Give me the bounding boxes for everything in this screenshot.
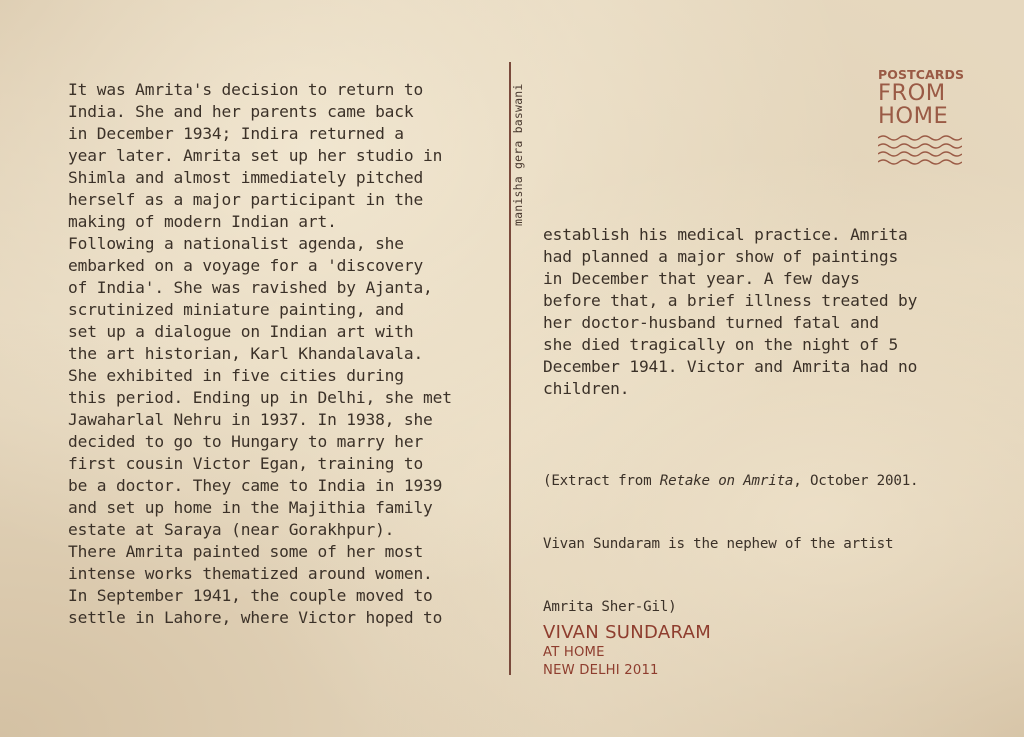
note-suffix: , October 2001. bbox=[793, 473, 919, 489]
left-text-line: embarked on a voyage for a 'discovery bbox=[68, 256, 424, 275]
left-text-line: decided to go to Hungary to marry her bbox=[68, 432, 424, 451]
signature-city-year: NEW DELHI 2011 bbox=[543, 663, 659, 678]
logo-line-home: HOME bbox=[878, 103, 949, 129]
left-text-line: this period. Ending up in Delhi, she met bbox=[68, 388, 452, 407]
left-text-line: and set up home in the Majithia family bbox=[68, 498, 433, 517]
left-text-line: Following a nationalist agenda, she bbox=[68, 234, 404, 253]
left-text-line: in December 1934; Indira returned a bbox=[68, 124, 404, 143]
left-text-line: year later. Amrita set up her studio in bbox=[68, 146, 443, 165]
left-text-line: herself as a major participant in the bbox=[68, 190, 424, 209]
left-text-line: Shimla and almost immediately pitched bbox=[68, 168, 424, 187]
right-text-line: establish his medical practice. Amrita bbox=[543, 225, 908, 244]
logo-line-from: FROM bbox=[878, 80, 946, 106]
right-column-text bbox=[543, 224, 917, 400]
artist-name: VIVAN SUNDARAM bbox=[543, 622, 712, 643]
right-text-line: children. bbox=[543, 379, 630, 398]
left-text-line: first cousin Victor Egan, training to bbox=[68, 454, 424, 473]
note-prefix: (Extract from bbox=[543, 473, 660, 489]
note-book-title: Retake on Amrita bbox=[659, 473, 794, 489]
postcards-from-home-logo bbox=[878, 67, 965, 168]
left-text-line: She exhibited in five cities during bbox=[68, 366, 404, 385]
left-text-line: the art historian, Karl Khandalavala. bbox=[68, 344, 424, 363]
postmark-waves-icon bbox=[878, 134, 962, 168]
note-line-2: Vivan Sundaram is the nephew of the artist bbox=[543, 536, 894, 552]
right-text-line: had planned a major show of paintings bbox=[543, 247, 899, 266]
left-text-line: It was Amrita's decision to return to bbox=[68, 80, 424, 99]
right-text-line: before that, a brief illness treated by bbox=[543, 291, 918, 310]
left-text-line: set up a dialogue on Indian art with bbox=[68, 322, 414, 341]
left-text-line: In September 1941, the couple moved to bbox=[68, 586, 433, 605]
left-text-line: settle in Lahore, where Victor hoped to bbox=[68, 608, 443, 627]
left-column-text bbox=[68, 79, 452, 629]
left-text-line: India. She and her parents came back bbox=[68, 102, 414, 121]
left-text-line: scrutinized miniature painting, and bbox=[68, 300, 404, 319]
left-text-line: of India'. She was ravished by Ajanta, bbox=[68, 278, 433, 297]
artist-credit: manisha gera baswani bbox=[511, 83, 525, 226]
left-text-line: There Amrita painted some of her most bbox=[68, 542, 424, 561]
right-text-line: her doctor-husband turned fatal and bbox=[543, 313, 879, 332]
left-text-line: be a doctor. They came to India in 1939 bbox=[68, 476, 443, 495]
right-text-line: in December that year. A few days bbox=[543, 269, 860, 288]
right-text-line: she died tragically on the night of 5 bbox=[543, 335, 899, 354]
signature-block bbox=[543, 622, 711, 680]
note-line-3: Amrita Sher-Gil) bbox=[543, 599, 677, 615]
left-text-line: intense works thematized around women. bbox=[68, 564, 433, 583]
left-text-line: Jawaharlal Nehru in 1937. In 1938, she bbox=[68, 410, 433, 429]
logo-line-postcards: POSTCARDS bbox=[878, 67, 965, 82]
left-text-line: making of modern Indian art. bbox=[68, 212, 337, 231]
right-text-line: December 1941. Victor and Amrita had no bbox=[543, 357, 918, 376]
signature-location: AT HOME bbox=[543, 645, 605, 660]
left-text-line: estate at Saraya (near Gorakhpur). bbox=[68, 520, 395, 539]
note-line-1 bbox=[543, 471, 918, 492]
